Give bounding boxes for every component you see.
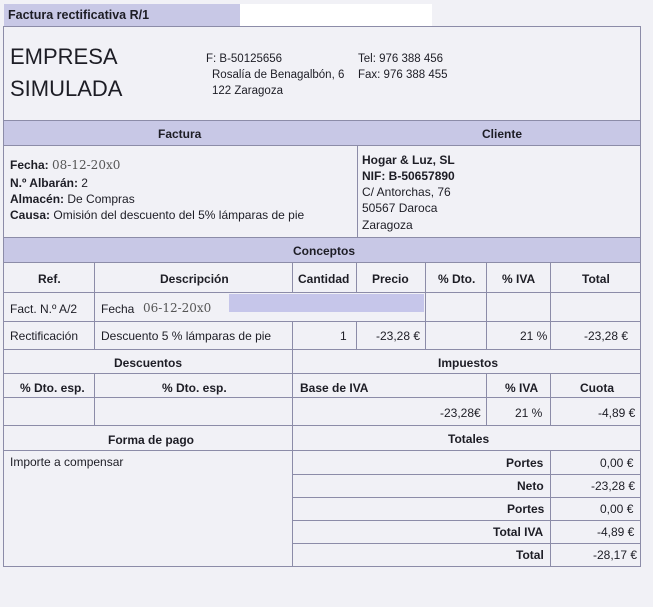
client-nif: NIF: B-50657890: [362, 169, 455, 183]
client-address: C/ Antorchas, 76: [362, 185, 451, 199]
company-fax: Fax: 976 388 455: [358, 69, 448, 81]
totals-label-neto: Neto: [517, 479, 544, 493]
fecha-value: 08-12-20x0: [52, 158, 121, 172]
line-450: [3, 450, 641, 451]
line-520: [292, 520, 641, 521]
border-right: [640, 26, 641, 566]
line-474: [292, 474, 641, 475]
title-bar-blank: [240, 4, 432, 26]
col-total: Total: [582, 272, 610, 286]
almacen-label: Almacén:: [10, 192, 65, 206]
vline-imp-2: [550, 373, 551, 425]
col-iva: % IVA: [502, 272, 536, 286]
totals-label-total-iva: Total IVA: [493, 525, 544, 539]
dto-esp-col1: % Dto. esp.: [20, 381, 85, 395]
iva-header: % IVA: [505, 381, 539, 395]
line-262: [3, 262, 641, 263]
causa-row: [10, 208, 304, 222]
forma-pago-value: Importe a compensar: [10, 455, 124, 469]
vline-conc-3: [356, 262, 357, 292]
col-precio: Precio: [372, 272, 409, 286]
document-title: Factura rectificativa R/1: [8, 8, 150, 22]
row2-desc: Descuento 5 % lámparas de pie: [101, 329, 272, 343]
base-iva-value: -23,28€: [440, 406, 481, 420]
albaran-value: 2: [81, 176, 88, 190]
company-nif: F: B-50125656: [206, 53, 283, 65]
vline-conc-2b: [292, 321, 293, 349]
totals-value-total-iva: -4,89 €: [597, 525, 635, 539]
line-566: [3, 566, 641, 567]
row2-total: -23,28 €: [584, 329, 629, 343]
vline-conc-5: [486, 262, 487, 349]
company-city: 122 Zaragoza: [212, 85, 283, 97]
row1-redaction: [229, 294, 424, 312]
col-cantidad: Cantidad: [298, 272, 350, 286]
row2-qty: 1: [340, 329, 347, 343]
company-name-line2: SIMULADA: [10, 76, 123, 101]
cliente-header: Cliente: [482, 127, 523, 141]
almacen-row: [10, 192, 135, 206]
border-left: [3, 26, 4, 566]
client-postal: 50567 Daroca: [362, 201, 438, 215]
company-tel: Tel: 976 388 456: [358, 53, 444, 65]
line-497: [292, 497, 641, 498]
totals-label-portes: Portes: [506, 456, 544, 470]
row2-price: -23,28 €: [376, 329, 421, 343]
col-descripcion: Descripción: [160, 272, 229, 286]
vline-imp-1: [486, 373, 487, 425]
line-543: [292, 543, 641, 544]
row1-ref: Fact. N.º A/2: [10, 302, 78, 316]
client-name: Hogar & Luz, SL: [362, 153, 455, 167]
descuentos-header: Descuentos: [114, 356, 183, 370]
albaran-label: N.º Albarán:: [10, 176, 78, 190]
vline-conc-4: [425, 262, 426, 349]
fecha-row: [10, 158, 120, 172]
col-ref: Ref.: [38, 272, 61, 286]
vline-conc-6: [550, 262, 551, 349]
line-145: [3, 145, 641, 146]
iva-value: 21 %: [515, 406, 543, 420]
vline-desc-mid: [94, 373, 95, 425]
cuota-value: -4,89 €: [598, 406, 636, 420]
row2-ref: Rectificación: [10, 329, 79, 343]
vline-factura-cliente: [357, 145, 358, 238]
col-dto: % Dto.: [438, 272, 476, 286]
factura-header: Factura: [158, 127, 202, 141]
line-397: [3, 397, 641, 398]
vline-conc-1: [94, 262, 95, 349]
conceptos-header: Conceptos: [293, 244, 356, 258]
line-349: [3, 349, 641, 350]
base-iva-header: Base de IVA: [300, 381, 369, 395]
line-425: [3, 425, 641, 426]
row1-desc-label: Fecha: [101, 302, 135, 316]
totals-value-portes: 0,00 €: [600, 456, 634, 470]
row2-iva: 21 %: [520, 329, 548, 343]
totals-value-neto: -23,28 €: [591, 479, 636, 493]
border-top: [3, 26, 641, 27]
line-292: [3, 292, 641, 293]
vline-desc-imp: [292, 349, 293, 566]
row1-desc-date: 06-12-20x0: [143, 301, 212, 315]
line-321: [3, 321, 641, 322]
line-373: [3, 373, 641, 374]
fecha-label: Fecha:: [10, 158, 49, 172]
section-header-factura-cliente: [4, 121, 640, 145]
dto-esp-col2: % Dto. esp.: [162, 381, 227, 395]
almacen-value: De Compras: [67, 192, 135, 206]
client-city: Zaragoza: [362, 218, 413, 232]
causa-value: Omisión del descuento del 5% lámparas de pie: [53, 208, 305, 222]
totals-label-total: Total: [516, 548, 544, 562]
vline-conc-3b: [356, 321, 357, 349]
totals-value-total: -28,17 €: [593, 548, 638, 562]
totales-header: Totales: [448, 432, 490, 446]
causa-label: Causa:: [10, 208, 51, 222]
line-120: [3, 120, 641, 121]
albaran-row: [10, 176, 88, 190]
totals-value-portes2: 0,00 €: [600, 502, 634, 516]
totals-label-portes2: Portes: [507, 502, 545, 516]
impuestos-header: Impuestos: [438, 356, 499, 370]
vline-conc-2: [292, 262, 293, 292]
forma-pago-header: Forma de pago: [108, 433, 195, 447]
cuota-header: Cuota: [580, 381, 614, 395]
company-address: Rosalía de Benagalbón, 6: [212, 69, 345, 81]
vline-tot: [550, 450, 551, 566]
company-name-line1: EMPRESA: [10, 44, 118, 69]
line-237: [3, 237, 641, 238]
